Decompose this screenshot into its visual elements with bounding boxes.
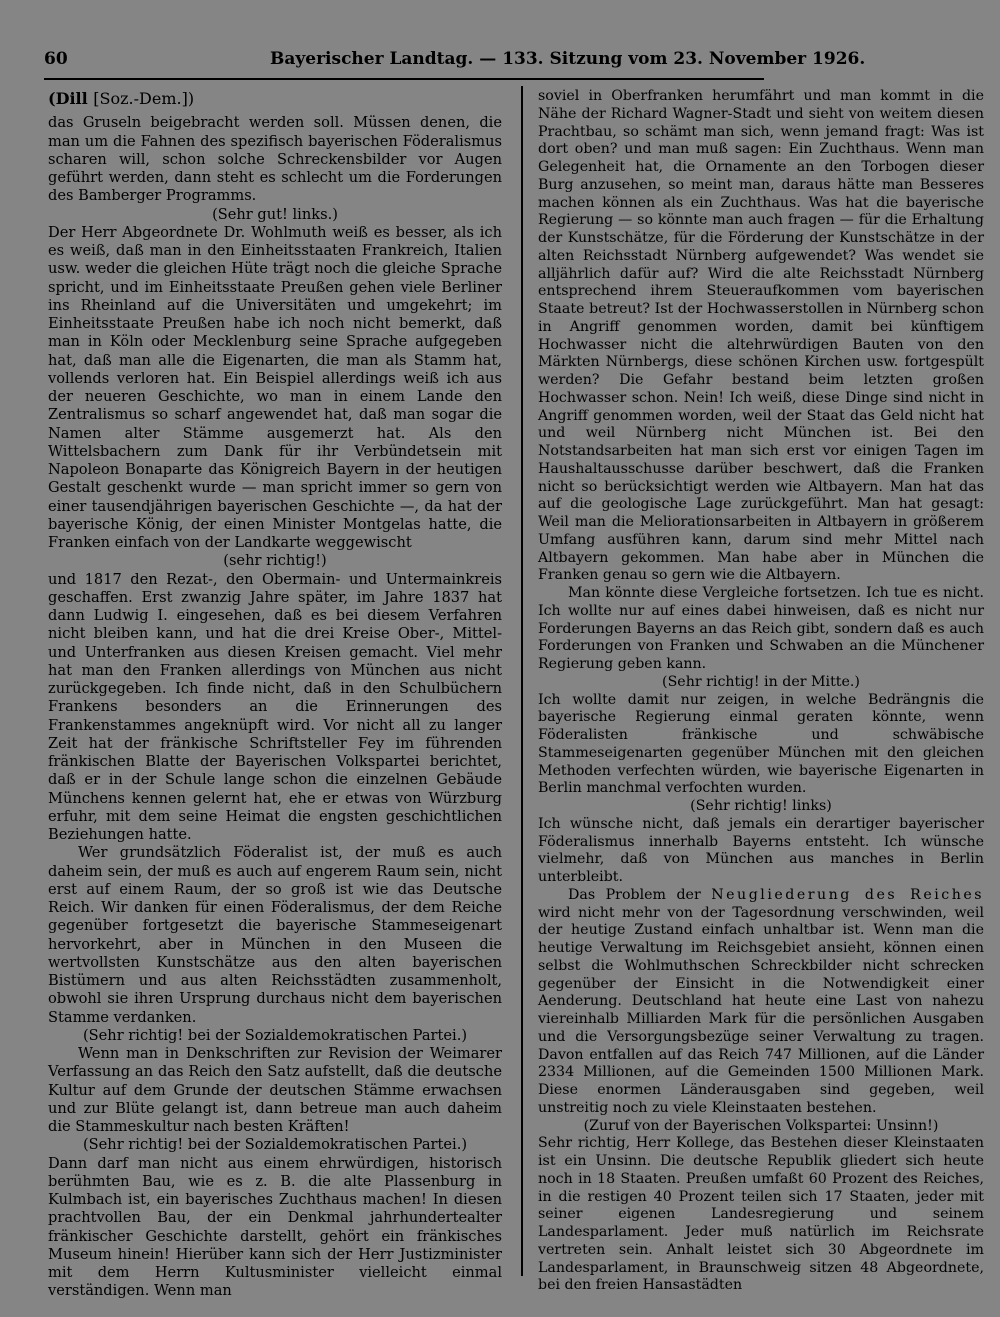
interjection: (Sehr richtig! bei der Sozialdemokratischen Partei.) — [82, 1026, 468, 1044]
paragraph: Der Herr Abgeordnete Dr. Wohlmuth weiß es besser, als ich es weiß, daß man in den Einheitsstaaten Frankreich, Italien usw. weder die gleichen Hüte trägt noch die gleiche Sprache spricht, und im Einheitsstaate Preußen gehen viele Berliner ins Rheinland auf die Universitäten und umgekehrt; im Einheitsstaate Preußen habe ich noch nicht bemerkt, daß man in Köln oder Mecklenburg seine Sprache aufgegeben hat, daß man alle die Eigenarten, die man als Stamm hat, vollends verloren hat. Ein Beispiel allerdings weiß ich aus der neueren Geschichte, wo man in einem Lande den Zentralismus so scharf angewendet hat, daß man sogar die Namen alter Stämme ausgemerzt hat. Als den Wittelsbachern zum Dank für ihr Verbündetsein mit Napoleon Bonaparte das Königreich Bayern in der heutigen Gestalt geschenkt wurde — man spricht immer so gern von einer tausendjährigen bayerischen Geschichte —, da hat der bayerische König, der einen Minister Montgelas hatte, die Franken einfach von der Landkarte weggewischt — [48, 223, 502, 551]
interjection: (Sehr richtig! bei der Sozialdemokratischen Partei.) — [82, 1136, 468, 1154]
paragraph: soviel in Oberfranken herumfährt und man kommt in die Nähe der Richard Wagner-Stadt und sieht von weitem diesen Prachtbau, so schämt man sich, wenn jemand fragt: Was ist dort oben? und man muß sagen: Ein Zuchthaus. Wenn man Gelegenheit hat, die Ornamente an den Torbogen dieser Burg anzusehen, so meint man, daraus hätte man Besseres machen können als ein Zuchthaus. Was hat die bayerische Regierung — so könnte man auch fragen — für die Erhaltung der Kunstschätze, für die Förderung der Kunstschätze in der alten Reichsstadt Nürnberg aufgewendet? Was wendet sie alljährlich dafür auf? Wird die alte Reichsstadt Nürnberg entsprechend ihrem Steueraufkommen vom bayerischen Staate betreut? Ist der Hochwasserstollen in Nürnberg schon in Angriff genommen worden, damit bei künftigem Hochwasser nicht die altehrwürdigen Bauten von den Märkten Nürnbergs, diese schönen Kirchen usw. fortgespült werden? Die Gefahr bestand beim letzten großen Hochwasser schon. Nein! Ich weiß, diese Dinge sind nicht in Angriff genommen worden, weil der Staat das Geld nicht hat und weil Nürnberg nicht München ist. Bei den Notstandsarbeiten hat man sich erst vor einigen Tagen im Haushaltausschusse darüber beschwert, daß die Franken nicht so berücksichtigt werden wie Altbayern. Man hat das auf die geologische Lage zurückgeführt. Man hat gesagt: Weil man die Meliorationsarbeiten in Altbayern in größerem Umfang ausführen kann, darum sind mehr Mittel nach Altbayern gekommen. Man habe aber in München die Franken genau so gern wie die Altbayern. — [538, 88, 984, 584]
page-header — [44, 46, 866, 72]
page-number: 60 — [44, 49, 68, 69]
speaker-line — [48, 88, 502, 108]
paragraph: das Gruseln beigebracht werden soll. Müssen denen, die man um die Fahnen des spezifisch bayerischen Föderalismus scharen will, schon solche Schreckensbilder vor Augen geführt werden, dann steht es schlecht um die Forderungen des Bamberger Programms. — [48, 114, 502, 205]
paragraph: Dann darf man nicht aus einem ehrwürdigen, historisch berühmten Bau, wie es z. B. die alte Plassenburg in Kulmbach ist, ein bayerisches Zuchthaus machen! In diesen prachtvollen Bau, der ein Denkmal jahrhundertealter fränkischer Geschichte darstellt, gehört ein fränkisches Museum hinein! Hierüber kann sich der Herr Justizminister mit dem Herrn Kultusminister vielleicht einmal verständigen. Wenn man — [48, 1154, 502, 1300]
interjection: (Sehr gut! links.) — [212, 205, 338, 223]
paragraph: und 1817 den Rezat-, den Obermain- und Untermainkreis geschaffen. Erst zwanzig Jahre später, im Jahre 1837 hat dann Ludwig I. eingesehen, daß es bei diesem Verfahren nicht bleiben kann, und hat die drei Kreise Ober-, Mittel- und Unterfranken aus diesen Kreisen gemacht. Viel mehr hat man den Franken allerdings von München aus nicht zurückgegeben. Ich finde nicht, daß in den Schulbüchern Frankens besonders an die Erinnerungen des Frankenstammes angeknüpft wird. Vor nicht all zu langer Zeit hat der fränkische Schriftsteller Fey im führenden fränkischen Blatte der Bayerischen Volkspartei berichtet, daß er in der Schule lange schon die einzelnen Gebäude Münchens kennen gelernt hat, ehe er etwas von Würzburg erfuhr, mit dem seine Heimat die engsten geschichtlichen Beziehungen hatte. — [48, 570, 502, 843]
interjection: (Sehr richtig! links) — [690, 798, 832, 814]
paragraph: Wer grundsätzlich Föderalist ist, der muß es auch daheim sein, der muß es auch auf engerem Raum sein, nicht erst auf einem Raum, der so groß ist wie das Deutsche Reich. Wir danken für einen Föderalismus, der dem Reiche gegenüber fortgesetzt die bayerische Stammeseigenart hervorkehrt, aber in München in den Museen die wertvollsten Kunstschätze aus den alten bayerischen Bistümern und aus alten Reichsstädten zusammenholt, obwohl sie ihren Ursprung durchaus nicht dem bayerischen Stamme verdanken. — [48, 844, 502, 1026]
left-column — [48, 88, 502, 1301]
paragraph: Man könnte diese Vergleiche fortsetzen. Ich tue es nicht. Ich wollte nur auf eines dabei hinweisen, daß es nicht nur Forderungen Bayerns an das Reich gibt, sondern daß es auch Forderungen von Franken und Schwaben an die Münchener Regierung geben kann. — [538, 585, 984, 672]
paragraph: Sehr richtig, Herr Kollege, das Bestehen dieser Kleinstaaten ist ein Unsinn. Die deutsche Republik gliedert sich heute noch in 18 Staaten. Preußen umfaßt 60 Prozent des Reiches, in die restigen 40 Prozent teilen sich 17 Staaten, jeder mit seiner eigenen Landesregierung und seinem Landesparlament. Jeder muß natürlich im Reichsrate vertreten sein. Anhalt leistet sich 30 Abgeordnete im Landesparlament, in Braunschweig sitzen 48 Abgeordnete, bei den freien Hansastädten — [538, 1135, 984, 1294]
paragraph-rest: wird nicht mehr von der Tagesordnung verschwinden, weil der heutige Zustand einfach unhaltbar ist. Wenn man die heutige Verwaltung im Reichsgebiet ansieht, können einen selbst die Wohlmuthschen Schreckbilder nicht schrecken gegenüber der Einsicht in die Notwendigkeit einer Aenderung. Deutschland hat heute eine Last von nahezu viereinhalb Milliarden Mark für die persönlichen Ausgaben und die Versorgungsbezüge seiner Verwaltung zu tragen. Davon entfallen auf das Reich 747 Millionen, auf die Länder 2334 Millionen, auf die Gemeinden 1500 Millionen Mark. Diese enormen Länderausgaben sind gegeben, weil unstreitig noch zu viele Kleinstaaten bestehen. — [538, 904, 984, 1116]
emphasized-term: Neugliederung des Reiches — [711, 886, 985, 903]
speaker-party: [Soz.-Dem.]) — [93, 89, 195, 108]
paragraph-lead: Das Problem der — [568, 886, 701, 903]
paragraph: Ich wollte damit nur zeigen, in welche Bedrängnis die bayerische Regierung einmal geraten könnte, wenn Föderalisten fränkische und schwäbische Stammeseigenarten gegenüber München mit den gleichen Methoden verfechten würden, wie bayerische Eigenarten in Berlin manchmal verfochten wurden. — [538, 691, 984, 797]
interjection: (sehr richtig!) — [223, 552, 327, 570]
column-divider — [521, 86, 523, 1276]
paragraph-with-emphasis — [538, 887, 984, 1118]
paragraph: Wenn man in Denkschriften zur Revision der Weimarer Verfassung an das Reich den Satz aufstellt, daß die deutsche Kultur auf dem Grunde der deutschen Stämme erwachsen und zur Blüte gelangt ist, dann betreue man auch daheim die Stammeskultur nach besten Kräften! — [48, 1045, 502, 1135]
header-rule — [44, 78, 764, 80]
speaker-name: (Dill — [48, 89, 88, 108]
interjection: (Sehr richtig! in der Mitte.) — [662, 673, 860, 690]
paragraph: Ich wünsche nicht, daß jemals ein derartiger bayerischer Föderalismus innerhalb Bayerns entsteht. Ich wünsche vielmehr, daß von München aus manches in Berlin unterbleibt. — [538, 815, 984, 885]
running-title: Bayerischer Landtag. — 133. Sitzung vom 23. November 1926. — [270, 49, 866, 69]
interjection: (Zuruf von der Bayerischen Volkspartei: Unsinn!) — [583, 1117, 939, 1134]
right-column — [538, 88, 984, 1295]
